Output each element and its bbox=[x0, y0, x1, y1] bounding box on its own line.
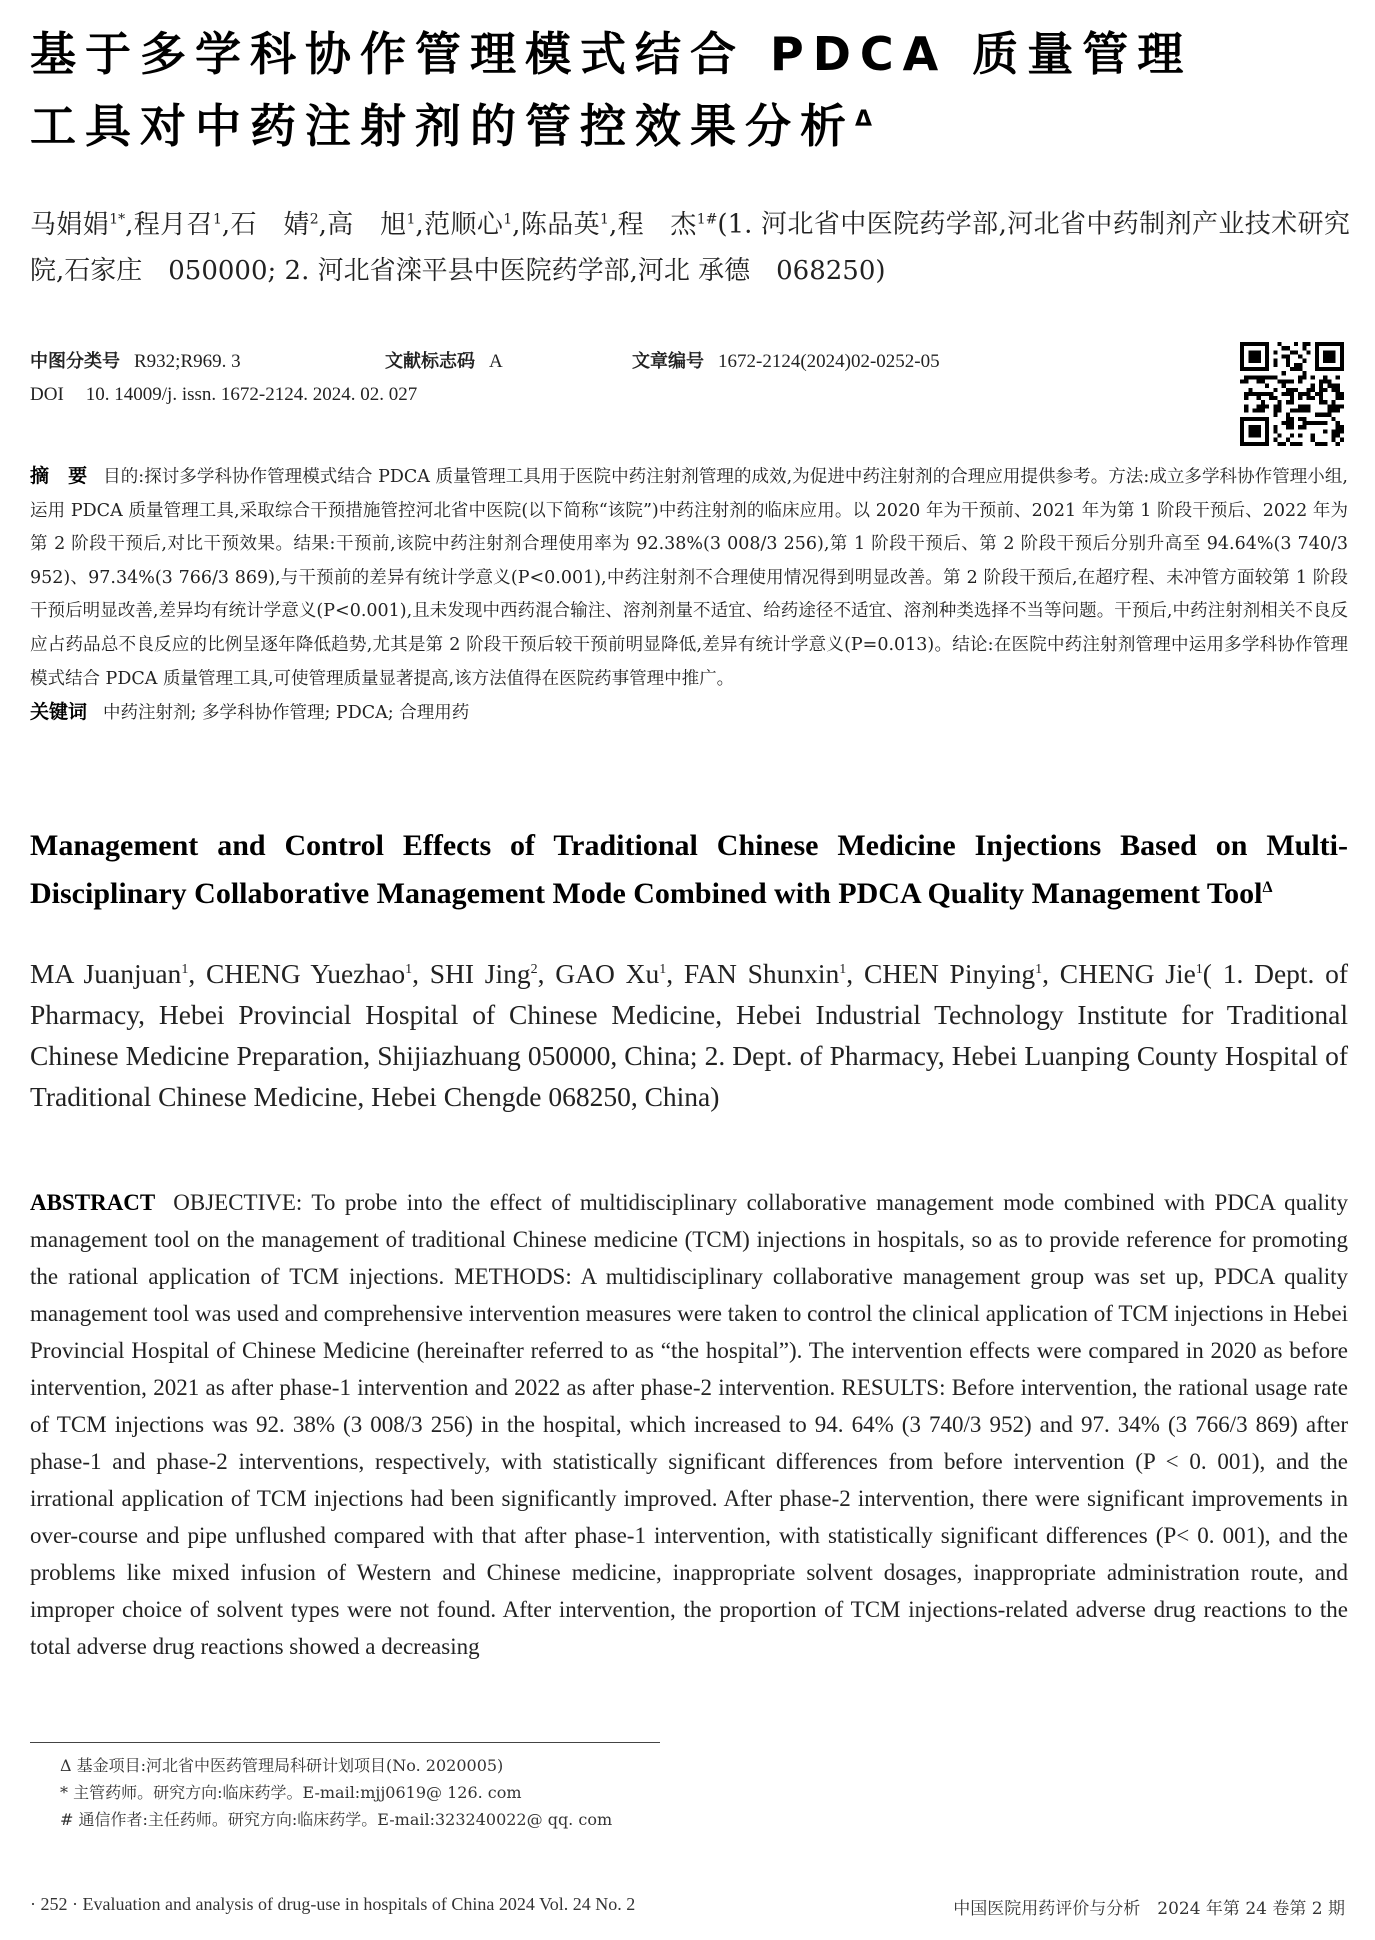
author-name: CHEN Pinying bbox=[863, 958, 1036, 990]
author-name: 马娟娟 bbox=[30, 209, 110, 240]
author-name: MA Juanjuan bbox=[30, 958, 182, 990]
clc-value: R932;R969. 3 bbox=[134, 351, 241, 372]
keywords-cn bbox=[30, 696, 1348, 731]
doi-label: DOI bbox=[30, 384, 64, 405]
author-name: FAN Shunxin bbox=[683, 958, 840, 990]
author-affiliation-mark: 1 bbox=[659, 962, 667, 977]
title-cn-line2-text: 工具对中药注射剂的管控效果分析 bbox=[30, 99, 855, 153]
abstract-cn-label: 摘 要 bbox=[30, 465, 88, 487]
author-affiliation-mark: 1 bbox=[181, 962, 189, 977]
abstract-cn-text: 目的:探讨多学科协作管理模式结合 PDCA 质量管理工具用于医院中药注射剂管理的成效,为促进中药注射剂的合理应用提供参考。方法:成立多学科协作管理小组,运用 PDCA 质量管理工具,采取综合干预措施管控河北省中医院(以下简称“该院”)中药注射剂的临床应用。以 2020 年为干预前、2021 年为第 1 阶段干预后、2022 年为第 2 阶段干预后,对比干预效果。结果:干预前,该院中药注射剂合理使用率为 92.38%(3 008/3 256),第 1 阶段干预后、第 2 阶段干预后分别升高至 94.64%(3 740/3 952)、97.34%(3 766/3 869),与干预前的差异有统计学意义(P<0.001),中药注射剂不合理使用情况得到明显改善。第 2 阶段干预后,在超疗程、未冲管方面较第 1 阶段干预后明显改善,差异均有统计学意义(P<0.001),且未发现中西药混合输注、溶剂剂量不适宜、给药途径不适宜、溶剂种类选择不当等问题。干预后,中药注射剂相关不良反应占药品总不良反应的比例呈逐年降低趋势,尤其是第 2 阶段干预后较干预前明显降低,差异有统计学意义(P=0.013)。结论:在医院中药注射剂管理中运用多学科协作管理模式结合 PDCA 质量管理工具,可使管理质量显著提高,该方法值得在医院药事管理中推广。 bbox=[30, 467, 1348, 689]
author-name: 程 杰 bbox=[617, 209, 697, 240]
doi-row bbox=[30, 384, 417, 406]
affiliation-en: ( 1. Dept. of Pharmacy, Hebei Provincial Hospital of Chinese Medicine, Hebei Industrial Technology Institute for Traditional Chinese Medicine Preparation, Shijiazhuang 050000, China; 2. Dept. of Pharmacy, Hebei Luanping County Hospital of Traditional Chinese Medicine, Hebei Chengde 068250, China) bbox=[30, 958, 1349, 1113]
author-affiliation-mark: 2 bbox=[530, 962, 538, 977]
author-name: 程月召 bbox=[133, 209, 213, 240]
abstract-en bbox=[30, 1184, 1348, 1665]
author-affiliation-mark: 1 bbox=[212, 211, 222, 227]
title-cn bbox=[30, 18, 1350, 162]
author-affiliation-mark: 1 bbox=[405, 962, 413, 977]
article-no-label: 文章编号 bbox=[632, 351, 704, 372]
funding-mark-en: Δ bbox=[1262, 879, 1273, 896]
author-name: GAO Xu bbox=[555, 958, 660, 990]
title-en-text: Management and Control Effects of Traditional Chinese Medicine Injections Based on Multi-Disciplinary Collaborative Management Mode Combined with PDCA Quality Management Tool bbox=[30, 829, 1348, 910]
author-name: 石 婧 bbox=[230, 209, 310, 240]
author-affiliation-mark: 1 bbox=[1195, 962, 1203, 977]
funding-mark: Δ bbox=[855, 107, 873, 132]
article-no-value: 1672-2124(2024)02-0252-05 bbox=[718, 351, 940, 372]
footnotes bbox=[60, 1752, 612, 1833]
footnote-corresponding-author: # 通信作者:主任药师。研究方向:临床药学。E-mail:323240022@ qq. com bbox=[60, 1810, 613, 1829]
abstract-en-label: ABSTRACT bbox=[30, 1190, 156, 1215]
author-affiliation-mark: 1* bbox=[109, 211, 126, 227]
footnote-first-author: * 主管药师。研究方向:临床药学。E-mail:mjj0619@ 126. com bbox=[60, 1783, 522, 1802]
qr-code-icon[interactable] bbox=[1240, 342, 1344, 446]
doc-code-label: 文献标志码 bbox=[385, 351, 475, 372]
keywords-value: 中药注射剂; 多学科协作管理; PDCA; 合理用药 bbox=[103, 703, 470, 724]
author-name: SHI Jing bbox=[429, 958, 531, 990]
keywords-label: 关键词 bbox=[30, 701, 88, 724]
author-affiliation-mark: 1 bbox=[839, 962, 847, 977]
author-affiliation-mark: 1 bbox=[1035, 962, 1043, 977]
author-list-cn: 马娟娟$^{1*}$,程月召$^1$,石 婧$^2$,高 旭$^1$,范顺心$^1$,陈品英$^1$,程 杰$^{1\#}$ bbox=[30, 209, 718, 240]
author-name: 陈品英 bbox=[520, 209, 601, 240]
footnote-divider bbox=[30, 1742, 660, 1743]
title-en bbox=[30, 825, 1348, 915]
classification-row bbox=[30, 347, 241, 373]
author-name: CHENG Yuezhao bbox=[205, 958, 406, 990]
author-affiliation-mark: 1 bbox=[600, 211, 609, 227]
author-affiliation-mark: 1# bbox=[696, 211, 718, 227]
author-affiliation-mark: 1 bbox=[406, 211, 416, 227]
doc-code-value: A bbox=[489, 351, 503, 372]
authors-cn bbox=[30, 196, 1350, 294]
footer-left: · 252 · Evaluation and analysis of drug-use in hospitals of China 2024 Vol. 24 No. 2 bbox=[30, 1894, 636, 1914]
author-name: 范顺心 bbox=[423, 209, 504, 240]
author-affiliation-mark: 1 bbox=[503, 211, 513, 227]
title-cn-line2 bbox=[30, 90, 1350, 162]
author-name: CHENG Jie bbox=[1059, 958, 1196, 990]
author-list-en: MA Juanjuan$^1$, CHENG Yuezhao$^1$, SHI Jing$^2$, GAO Xu$^1$, FAN Shunxin$^1$, CHEN Pinying$^1$, CHENG Jie$^1$ bbox=[30, 958, 1203, 990]
article-no-row bbox=[632, 347, 940, 373]
clc-label: 中图分类号 bbox=[30, 351, 120, 372]
author-affiliation-mark: 2 bbox=[309, 211, 319, 227]
affiliation-cn: (1. 河北省中医院药学部,河北省中药制剂产业技术研究院,石家庄 050000; 2. 河北省滦平县中医院药学部,河北 承德 068250) bbox=[30, 209, 1350, 286]
doi-value[interactable]: 10. 14009/j. issn. 1672-2124. 2024. 02. 027 bbox=[85, 384, 418, 405]
author-name: 高 旭 bbox=[326, 209, 407, 240]
abstract-cn bbox=[30, 460, 1348, 731]
footnote-funding: Δ 基金项目:河北省中医药管理局科研计划项目(No. 2020005) bbox=[60, 1756, 504, 1775]
title-cn-line1: 基于多学科协作管理模式结合 PDCA 质量管理 bbox=[30, 27, 1193, 81]
authors-en bbox=[30, 949, 1348, 1117]
doc-code-row bbox=[385, 347, 503, 373]
abstract-en-text: OBJECTIVE: To probe into the effect of multidisciplinary collaborative management mode combined with PDCA quality management tool on the management of traditional Chinese medicine (TCM) injections in hospitals, so as to provide reference for promoting the rational application of TCM injections. METHODS: A multidisciplinary collaborative management group was set up, PDCA quality management tool was used and comprehensive intervention measures were taken to control the clinical application of TCM injections in Hebei Provincial Hospital of Chinese Medicine (hereinafter referred to as “the hospital”). The intervention effects were compared in 2020 as before intervention, 2021 as after phase-1 intervention and 2022 as after phase-2 intervention. RESULTS: Before intervention, the rational usage rate of TCM injections was 92. 38% (3 008/3 256) in the hospital, which increased to 94. 64% (3 740/3 952) and 97. 34% (3 766/3 869) after phase-1 and phase-2 interventions, respectively, with statistically significant differences from before intervention (P < 0. 001), and the irrational application of TCM injections had been significantly improved. After phase-2 intervention, there were significant improvements in over-course and pipe unflushed compared with that after phase-1 intervention, with statistically significant differences (P< 0. 001), and the problems like mixed infusion of Western and Chinese medicine, inappropriate solvent dosages, inappropriate administration route, and improper choice of solvent types were not found. After intervention, the proportion of TCM injections-related adverse drug reactions to the total adverse drug reactions showed a decreasing bbox=[30, 1190, 1348, 1659]
footer-right: 中国医院用药评价与分析 2024 年第 24 卷第 2 期 bbox=[953, 1899, 1345, 1919]
